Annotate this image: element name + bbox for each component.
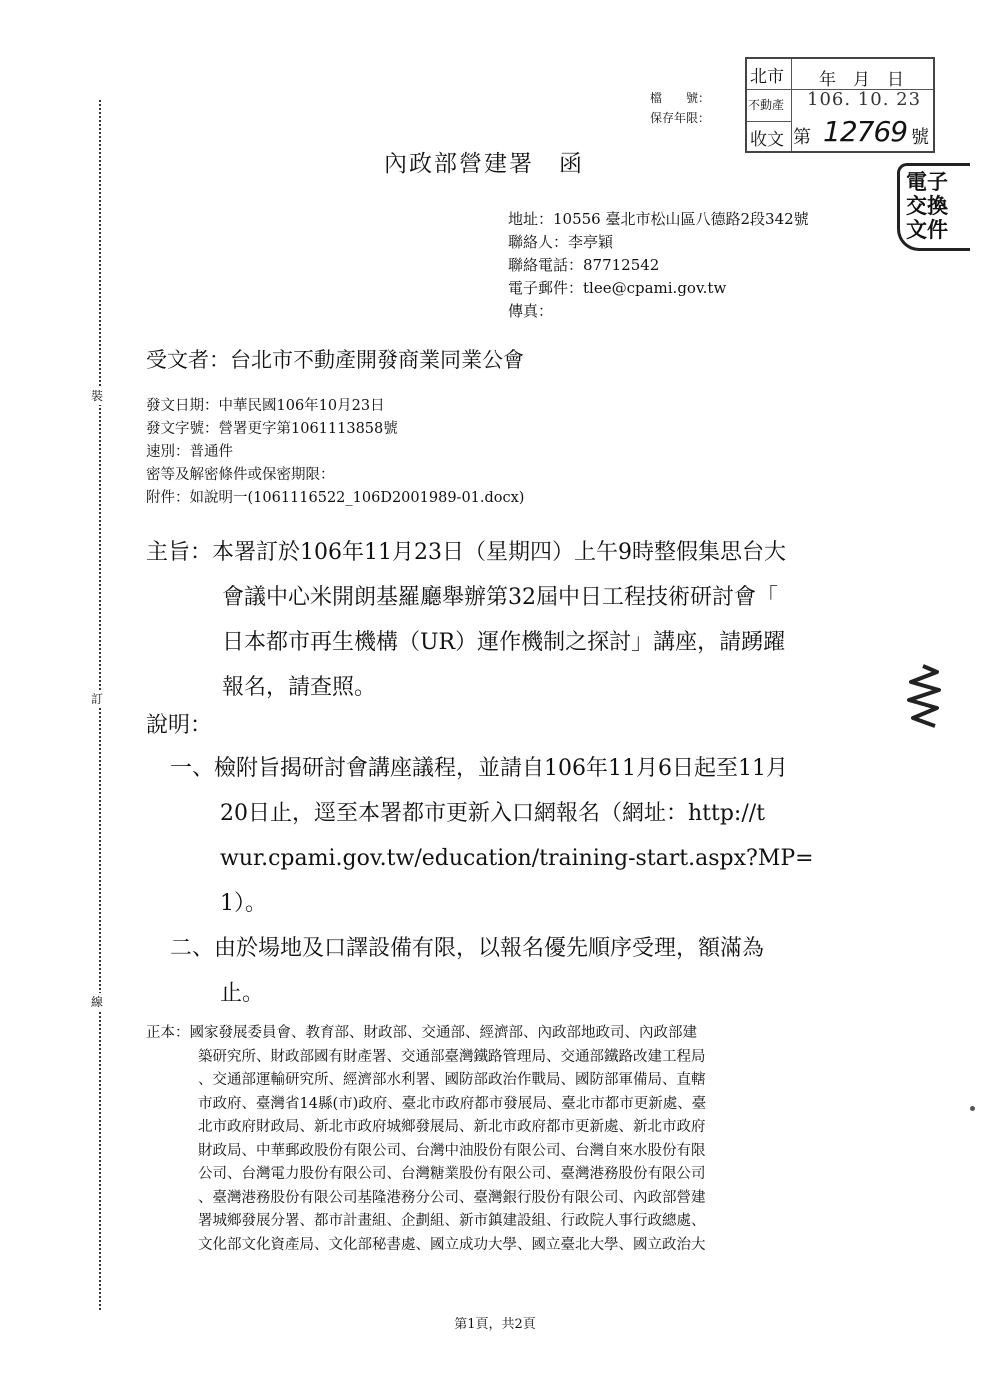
receipt-stamp xyxy=(745,57,935,153)
subject-line: 日本都市再生機構（UR）運作機制之探討」講座，請踴躍 xyxy=(222,630,786,655)
contact-email: 電子郵件：tlee@cpami.gov.tw xyxy=(508,279,727,297)
file-number-label: 檔 號： xyxy=(650,91,711,105)
item-two-line: 止。 xyxy=(220,981,265,1006)
subject-section xyxy=(146,530,858,710)
file-meta-labels xyxy=(650,88,710,128)
stamp-date-header: 年 月 日 xyxy=(819,70,904,90)
copies-line: 、交通部運輸研究所、經濟部水利署、國防部政治作戰局、國防部軍備局、直轄 xyxy=(198,1072,706,1088)
copies-line: 正本：國家發展委員會、教育部、財政部、交通部、經濟部、內政部地政司、內政部建 xyxy=(146,1025,697,1041)
contact-address: 地址：10556 臺北市松山區八德路2段342號 xyxy=(508,210,809,228)
stamp-dept: 不動產 xyxy=(748,98,785,112)
contact-fax: 傳真： xyxy=(508,302,554,320)
binding-char-ding: 訂 xyxy=(91,692,104,706)
stamp-region: 北市 xyxy=(750,67,784,87)
copies-line: 築研究所、財政部國有財產署、交通部臺灣鐵路管理局、交通部鐵路改建工程局 xyxy=(198,1048,706,1065)
item-one-line: 20日止，逕至本署都市更新入口網報名（網址：http://t xyxy=(220,801,766,826)
explanation-heading: 說明： xyxy=(146,713,213,738)
copies-section xyxy=(146,1022,706,1257)
copies-line: 市政府、臺灣省14縣(市)政府、臺北市政府都市發展局、臺北市都市更新處、臺 xyxy=(198,1095,707,1112)
item-two-line: 二、由於場地及口譯設備有限，以報名優先順序受理，額滿為 xyxy=(170,936,765,961)
recipient: 受文者：台北市不動產開發商業同業公會 xyxy=(146,348,524,372)
page-number: 第1頁，共2頁 xyxy=(454,1317,536,1332)
subject-line: 報名，請查照。 xyxy=(222,675,377,700)
issue-number: 發文字號：營署更字第1061113858號 xyxy=(146,421,398,437)
contact-phone: 聯絡電話：87712542 xyxy=(508,256,660,274)
explanation-items xyxy=(170,746,814,1016)
attachment: 附件：如說明一(1061116522_106D2001989-01.docx) xyxy=(146,490,525,506)
issue-date: 發文日期：中華民國106年10月23日 xyxy=(146,398,385,414)
stamp-number-prefix: 第 xyxy=(793,127,811,148)
security-class: 密等及解密條件或保密期限： xyxy=(146,467,335,483)
item-one-line: 1）。 xyxy=(220,891,267,916)
document-title: 內政部營建署 函 xyxy=(384,151,584,177)
stamp-date: 106. 10. 23 xyxy=(807,89,922,110)
speed-class: 速別：普通件 xyxy=(146,444,233,460)
copies-line: 文化部文化資產局、文化部秘書處、國立成功大學、國立臺北大學、國立政治大 xyxy=(198,1236,706,1253)
electronic-seal xyxy=(897,163,970,251)
scan-dot xyxy=(970,1106,975,1111)
stamp-number: 12769 xyxy=(823,115,908,148)
copies-line: 財政局、中華郵政股份有限公司、台灣中油股份有限公司、台灣自來水股份有限 xyxy=(198,1142,706,1159)
contact-person: 聯絡人：李亭穎 xyxy=(508,233,614,251)
copies-line: 公司、台灣電力股份有限公司、台灣糖業股份有限公司、臺灣港務股份有限公司 xyxy=(198,1166,706,1182)
copies-line: 署城鄉發展分署、都市計畫組、企劃組、新市鎮建設組、行政院人事行政總處、 xyxy=(198,1213,706,1229)
document-meta xyxy=(146,395,524,510)
copies-line: 北市政府財政局、新北市政府城鄉發展局、新北市政府都市更新處、新北市政府 xyxy=(198,1119,706,1135)
scribble-mark xyxy=(903,662,943,732)
binding-char-xian: 線 xyxy=(91,995,104,1009)
seal-text: 電子交換文件 xyxy=(906,169,948,242)
item-one-line: 一、檢附旨揭研討會講座議程，並請自106年11月6日起至11月 xyxy=(170,756,788,781)
subject-line: 主旨：本署訂於106年11月23日（星期四）上午9時整假集思台大 xyxy=(146,540,786,565)
contact-block xyxy=(508,208,809,323)
stamp-number-suffix: 號 xyxy=(911,127,929,148)
item-one-line: wur.cpami.gov.tw/education/training-start.aspx?MP= xyxy=(220,846,814,871)
copies-line: 、臺灣港務股份有限公司基隆港務分公司、臺灣銀行股份有限公司、內政部營建 xyxy=(198,1189,706,1206)
binding-char-zhuang: 裝 xyxy=(91,389,104,403)
subject-line: 會議中心米開朗基羅廳舉辦第32屆中日工程技術研討會「 xyxy=(222,585,778,610)
retention-label: 保存年限： xyxy=(650,111,711,125)
stamp-received: 收文 xyxy=(750,130,784,150)
